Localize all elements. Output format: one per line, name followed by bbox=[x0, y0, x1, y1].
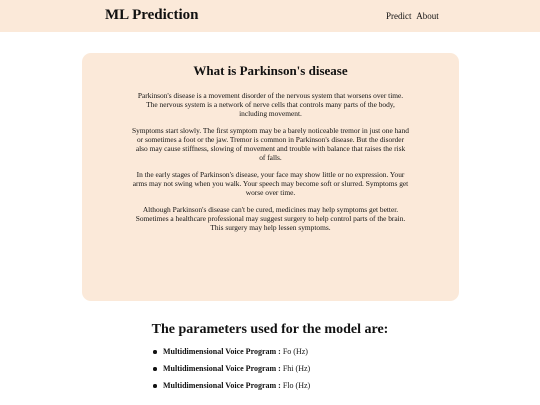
card-paragraph-2: Symptoms start slowly. The first symptom may be a barely noticeable tremor in just one hand or sometimes a foot or the jaw. Tremor is common in Parkinson's disease. But the disorder also may cause stiffness, slowing of movement and trouble with balance that raises the risk of falls. bbox=[132, 126, 409, 162]
parameter-item bbox=[153, 360, 310, 377]
parameter-value: Fhi (Hz) bbox=[280, 364, 311, 373]
brand-link[interactable]: ML Prediction bbox=[105, 7, 199, 23]
parameter-item bbox=[153, 343, 310, 360]
parameter-name: Multidimensional Voice Program : bbox=[163, 347, 281, 356]
parameter-name: Multidimensional Voice Program : bbox=[163, 381, 281, 390]
parameter-value: Flo (Hz) bbox=[280, 381, 311, 390]
nav-links bbox=[386, 11, 442, 21]
parameter-name: Multidimensional Voice Program : bbox=[163, 364, 281, 373]
nav-link-about[interactable]: About bbox=[416, 11, 439, 21]
card-paragraph-1: Parkinson's disease is a movement disorder of the nervous system that worsens over time. The nervous system is a network of nerve cells that controls many parts of the body, including movement. bbox=[137, 91, 404, 118]
nav-link-predict[interactable]: Predict bbox=[386, 11, 412, 21]
parameters-title: The parameters used for the model are: bbox=[151, 322, 389, 337]
card-paragraph-3: In the early stages of Parkinson's disease, your face may show little or no expression. Your arms may not swing when you walk. Your speech may become soft or slurred. Symptoms get worse over time. bbox=[132, 170, 409, 197]
parameter-value: Fo (Hz) bbox=[280, 347, 308, 356]
card-paragraph-4: Although Parkinson's disease can't be cured, medicines may help symptoms get better. Sometimes a healthcare professional may suggest surgery to help control parts of the brain. This surgery may help lessen symptoms. bbox=[135, 205, 406, 232]
card-title: What is Parkinson's disease bbox=[193, 63, 348, 78]
parameters-list bbox=[153, 343, 310, 394]
info-card bbox=[82, 53, 459, 301]
navbar bbox=[0, 0, 540, 32]
parameter-item bbox=[153, 377, 310, 394]
